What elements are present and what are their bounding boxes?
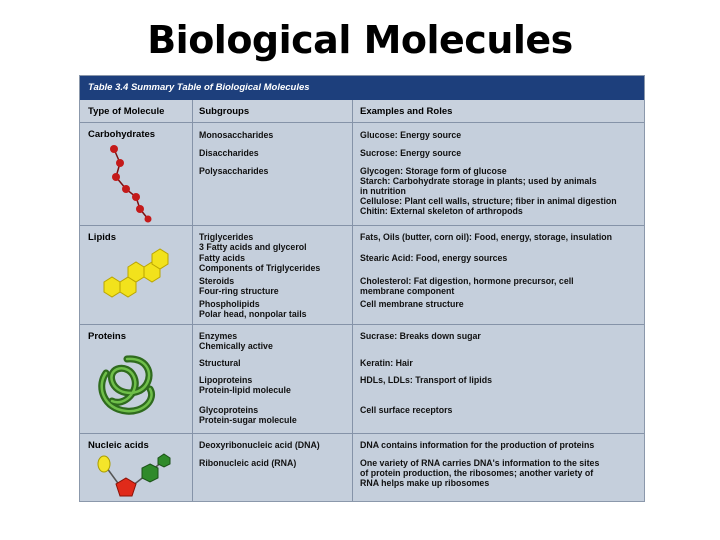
hexagon-rings-icon: [90, 246, 182, 302]
example-cell: Glucose: Energy source: [360, 130, 462, 140]
subgroup-cell: Phospholipids: [199, 299, 260, 309]
molecule-type: Nucleic acids: [88, 440, 149, 451]
example-cell: Fats, Oils (butter, corn oil): Food, energy, storage, insulation: [360, 232, 613, 242]
subgroup-cell: Glycoproteins: [199, 405, 259, 415]
example-cell: One variety of RNA carries DNA's information to the sites: [360, 458, 600, 468]
example-cell: DNA contains information for the production of proteins: [360, 440, 595, 450]
example-cell: Cell membrane structure: [360, 299, 464, 309]
summary-table: [80, 76, 644, 501]
subgroup-cell: Ribonucleic acid (RNA): [199, 458, 297, 468]
column-header-examples: Examples and Roles: [360, 106, 453, 117]
table-row-nucleic-acids: [80, 434, 644, 501]
example-cell: Cholesterol: Fat digestion, hormone precursor, cell: [360, 276, 574, 286]
subgroup-cell: Protein-sugar molecule: [199, 415, 297, 425]
glucose-chain-icon: [102, 141, 172, 223]
example-cell: Cell surface receptors: [360, 405, 453, 415]
subgroup-cell: Polar head, nonpolar tails: [199, 309, 307, 319]
example-cell: Starch: Carbohydrate storage in plants; used by animals: [360, 176, 597, 186]
subgroup-cell: Disaccharides: [199, 148, 259, 158]
subgroup-cell: Monosaccharides: [199, 130, 274, 140]
table-row-lipids: [80, 226, 644, 325]
nucleotide-icon: [92, 452, 182, 500]
example-cell: HDLs, LDLs: Transport of lipids: [360, 375, 492, 385]
molecule-type: Proteins: [88, 331, 127, 342]
example-cell: membrane component: [360, 286, 455, 296]
column-divider: [192, 100, 193, 501]
example-cell: Sucrase: Breaks down sugar: [360, 331, 481, 341]
example-cell: Keratin: Hair: [360, 358, 413, 368]
subgroup-cell: Chemically active: [199, 341, 273, 351]
subgroup-cell: Lipoproteins: [199, 375, 253, 385]
table-caption: Table 3.4 Summary Table of Biological Molecules: [88, 82, 310, 93]
subgroup-cell: Components of Triglycerides: [199, 263, 321, 273]
example-cell: of protein production, the ribosomes; another variety of: [360, 468, 594, 478]
example-cell: in nutrition: [360, 186, 406, 196]
molecule-type: Lipids: [88, 232, 116, 243]
example-cell: Stearic Acid: Food, energy sources: [360, 253, 508, 263]
table-row-proteins: [80, 325, 644, 434]
example-cell: RNA helps make up ribosomes: [360, 478, 490, 488]
protein-coil-icon: [94, 351, 160, 417]
column-divider: [352, 100, 353, 501]
table-caption-bar: [80, 76, 644, 100]
column-header-type: Type of Molecule: [88, 106, 165, 117]
example-cell: Glycogen: Storage form of glucose: [360, 166, 507, 176]
subgroup-cell: Fatty acids: [199, 253, 245, 263]
subgroup-cell: 3 Fatty acids and glycerol: [199, 242, 307, 252]
slide-title: Biological Molecules: [147, 18, 573, 62]
subgroup-cell: Protein-lipid molecule: [199, 385, 291, 395]
column-header-row: [80, 100, 644, 123]
subgroup-cell: Triglycerides: [199, 232, 254, 242]
subgroup-cell: Enzymes: [199, 331, 238, 341]
subgroup-cell: Polysaccharides: [199, 166, 269, 176]
subgroup-cell: Steroids: [199, 276, 235, 286]
subgroup-cell: Deoxyribonucleic acid (DNA): [199, 440, 320, 450]
example-cell: Cellulose: Plant cell walls, structure; fiber in animal digestion: [360, 196, 617, 206]
table-row-carbohydrates: [80, 123, 644, 226]
subgroup-cell: Structural: [199, 358, 241, 368]
example-cell: Chitin: External skeleton of arthropods: [360, 206, 523, 216]
column-header-subgroups: Subgroups: [199, 106, 250, 117]
example-cell: Sucrose: Energy source: [360, 148, 462, 158]
subgroup-cell: Four-ring structure: [199, 286, 279, 296]
molecule-type: Carbohydrates: [88, 129, 156, 140]
